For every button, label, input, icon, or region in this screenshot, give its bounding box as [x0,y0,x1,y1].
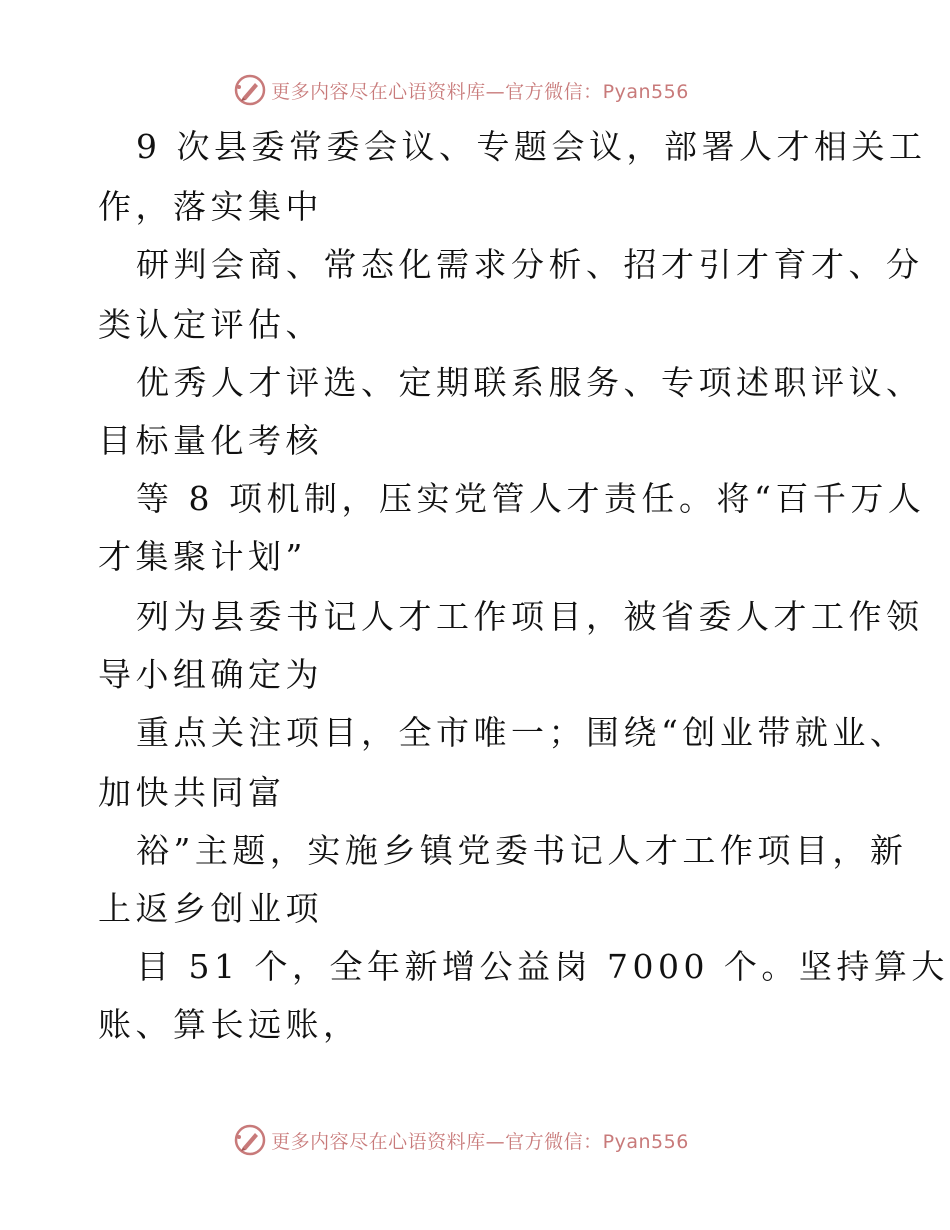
body-line: 目 51 个，全年新增公益岗 7000 个。坚持算大 [136,947,949,986]
watermark-text: 更多内容尽在心语资料库—官方微信：Pyan556 [271,1130,689,1153]
body-line: 目标量化考核 [98,421,323,460]
pen-nib-logo-icon [233,1123,267,1157]
body-line: 作，落实集中 [98,187,323,226]
watermark-text: 更多内容尽在心语资料库—官方微信：Pyan556 [271,80,689,103]
body-line: 重点关注项目，全市唯一；围绕“创业带就业、 [136,713,908,752]
body-line: 9 次县委常委会议、专题会议，部署人才相关工 [136,127,927,166]
body-line: 优秀人才评选、定期联系服务、专项述职评议、 [136,363,924,402]
footer-watermark [0,1122,950,1158]
body-line: 裕”主题，实施乡镇党委书记人才工作项目，新 [136,831,908,870]
body-line: 导小组确定为 [98,655,323,694]
body-line: 列为县委书记人才工作项目，被省委人才工作领 [136,597,924,636]
body-line: 账、算长远账， [98,1005,361,1044]
header-watermark [0,72,950,108]
body-line: 加快共同富 [98,773,286,812]
body-line: 才集聚计划” [98,537,307,576]
body-line: 上返乡创业项 [98,889,323,928]
body-line: 类认定评估、 [98,305,323,344]
pen-nib-logo-icon [233,73,267,107]
body-line: 研判会商、常态化需求分析、招才引才育才、分 [136,245,924,284]
body-line: 等 8 项机制，压实党管人才责任。将“百千万人 [136,479,926,518]
